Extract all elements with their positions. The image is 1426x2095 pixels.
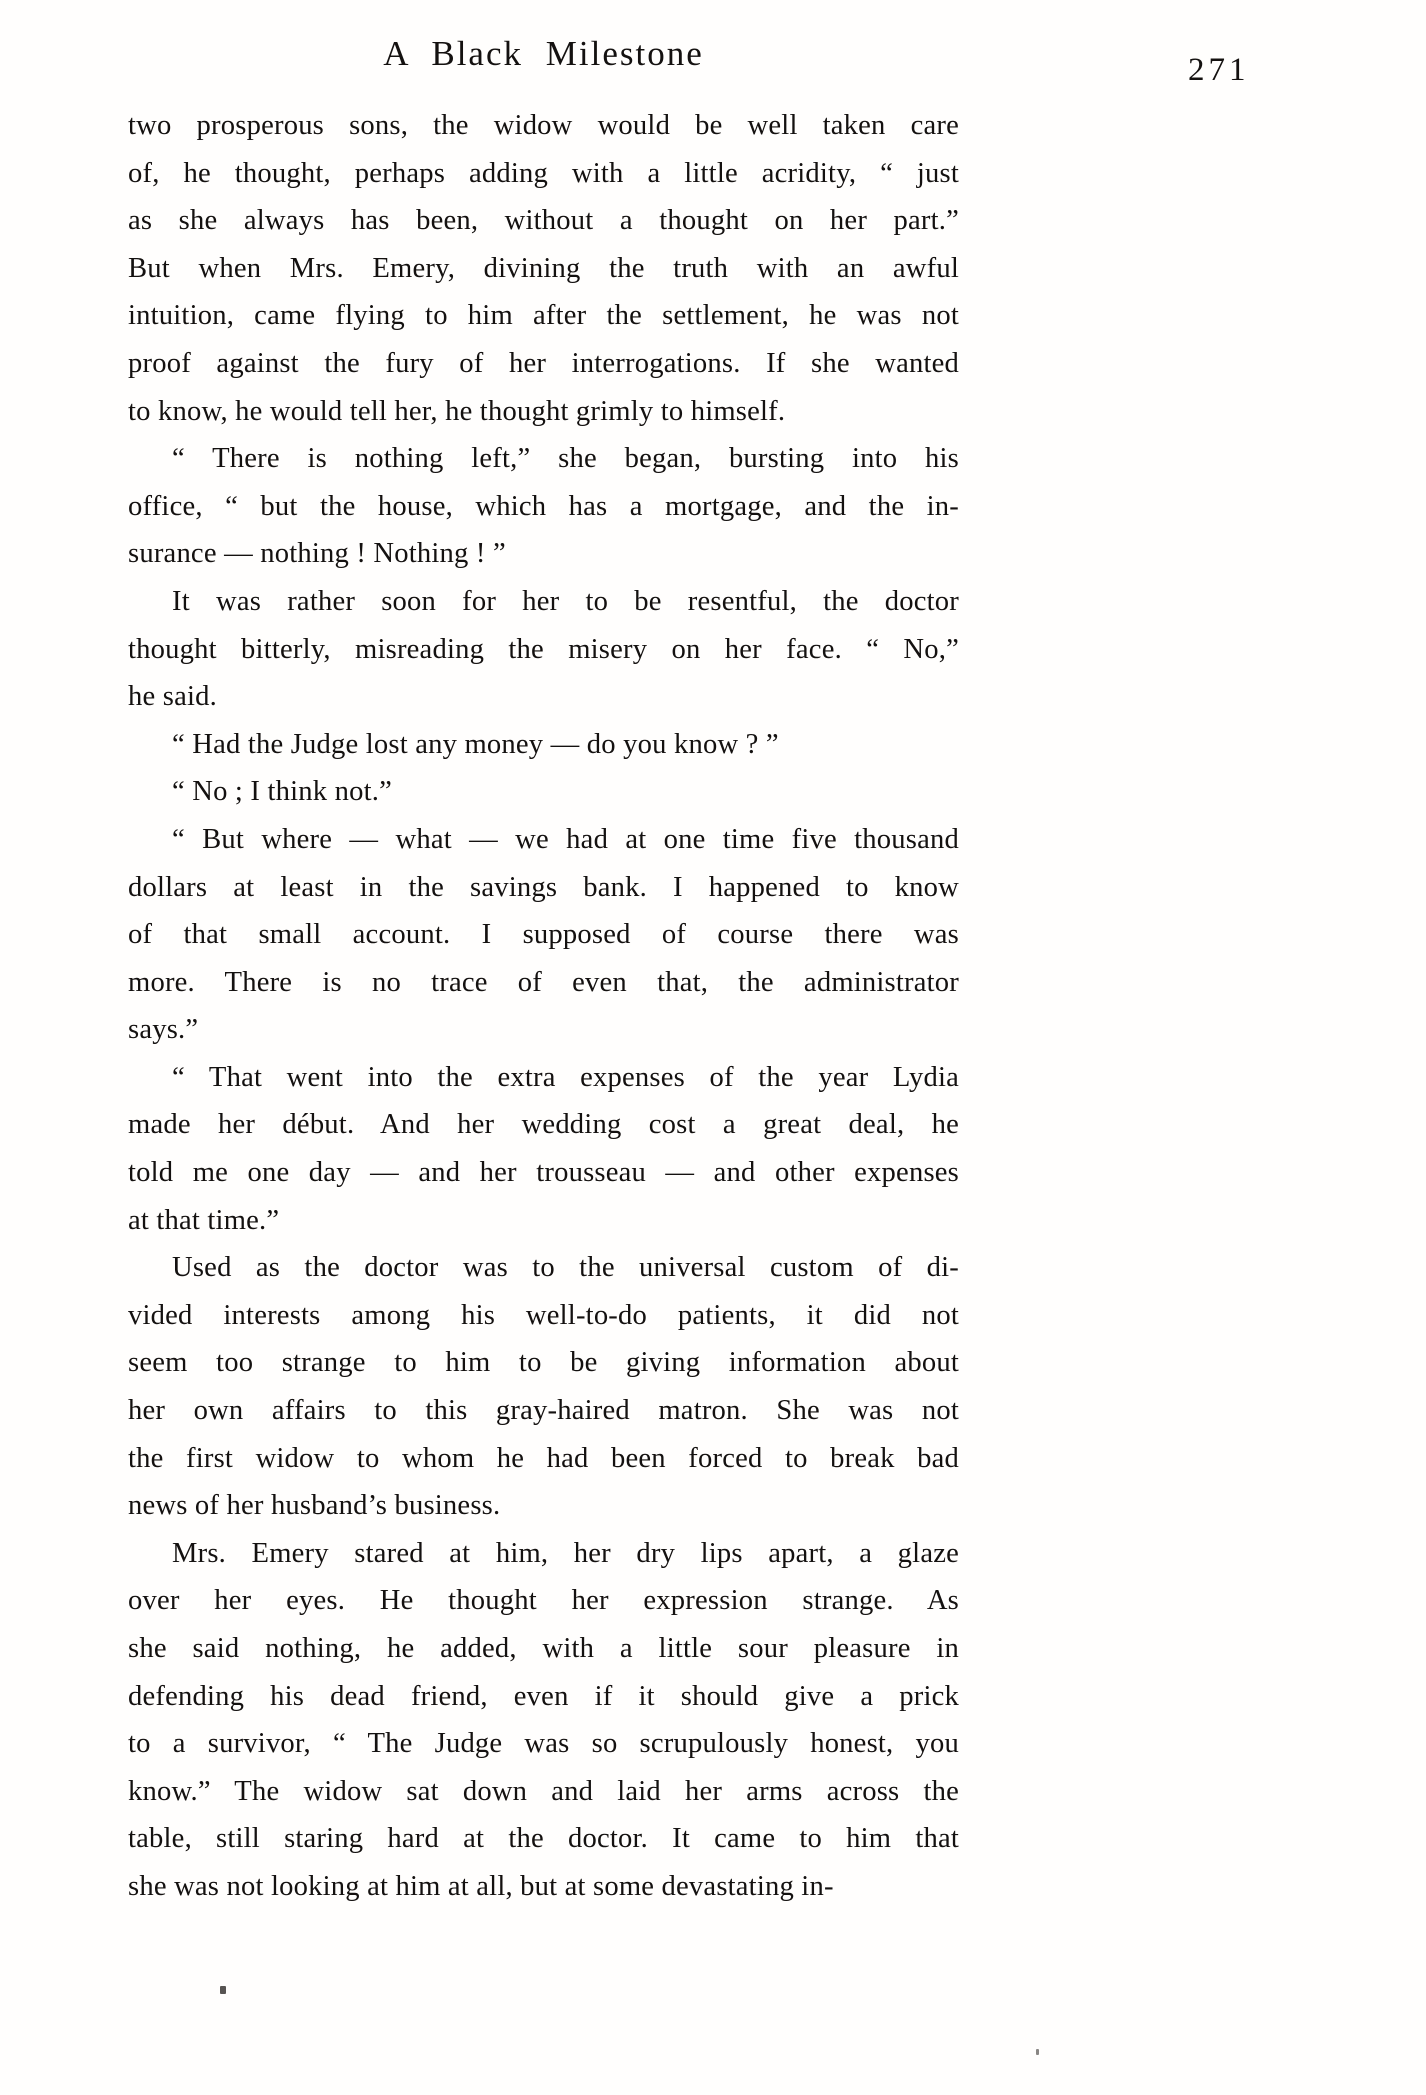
- text-line: “ There is nothing left,” she began, bursting into his: [172, 443, 959, 475]
- text-line: Used as the doctor was to the universal custom of di-: [172, 1252, 959, 1284]
- paragraph: [128, 816, 959, 1054]
- text-line: office, “ but the house, which has a mortgage, and the in-: [128, 490, 959, 522]
- text-line: he said.: [128, 681, 217, 713]
- text-line: of, he thought, perhaps adding with a little acridity, “ just: [128, 157, 959, 189]
- page-number: 271: [1188, 52, 1250, 88]
- text-line: But when Mrs. Emery, divining the truth with an awful: [128, 252, 959, 284]
- paragraph: [128, 435, 959, 578]
- paragraph: [128, 1244, 959, 1530]
- text-line: made her début. And her wedding cost a great deal, he: [128, 1109, 959, 1141]
- text-line: “ That went into the extra expenses of the year Lydia: [172, 1061, 959, 1093]
- paragraph: [128, 1054, 959, 1244]
- text-line: her own affairs to this gray-haired matron. She was not: [128, 1395, 959, 1427]
- text-line: table, still staring hard at the doctor. It came to him that: [128, 1823, 959, 1855]
- text-line: the first widow to whom he had been forced to break bad: [128, 1442, 959, 1474]
- text-line: surance — nothing ! Nothing ! ”: [128, 538, 506, 570]
- text-line: dollars at least in the savings bank. I happened to know: [128, 871, 959, 903]
- text-line: news of her husband’s business.: [128, 1490, 501, 1522]
- text-line: she was not looking at him at all, but at some devastating in-: [128, 1870, 834, 1902]
- text-line: intuition, came flying to him after the settlement, he was not: [128, 300, 959, 332]
- paragraph: [128, 721, 959, 769]
- text-line: It was rather soon for her to be resentful, the doctor: [172, 585, 959, 617]
- text-line: says.”: [128, 1014, 199, 1046]
- text-line: know.” The widow sat down and laid her arms across the: [128, 1775, 959, 1807]
- text-line: over her eyes. He thought her expression strange. As: [128, 1585, 959, 1617]
- scan-speck: [220, 1986, 226, 1994]
- text-line: of that small account. I supposed of course there was: [128, 919, 959, 951]
- text-line: defending his dead friend, even if it should give a prick: [128, 1680, 959, 1712]
- text-line: she said nothing, he added, with a little sour pleasure in: [128, 1633, 959, 1664]
- text-line: thought bitterly, misreading the misery on her face. “ No,”: [128, 633, 959, 665]
- paragraph: [128, 768, 959, 816]
- running-header-title: A Black Milestone: [383, 34, 704, 73]
- paragraph: [128, 1530, 959, 1911]
- text-line: to a survivor, “ The Judge was so scrupulously honest, you: [128, 1728, 959, 1760]
- text-line: told me one day — and her trousseau — and other expenses: [128, 1157, 959, 1189]
- text-line: to know, he would tell her, he thought grimly to himself.: [128, 395, 786, 427]
- text-line: “ Had the Judge lost any money — do you know ? ”: [172, 728, 779, 760]
- text-line: “ No ; I think not.”: [172, 776, 393, 808]
- body-text: [128, 102, 959, 1911]
- text-line: Mrs. Emery stared at him, her dry lips apart, a glaze: [172, 1537, 959, 1569]
- text-line: proof against the fury of her interrogations. If she wanted: [128, 347, 959, 379]
- text-line: “ But where — what — we had at one time five thousand: [172, 823, 959, 855]
- paragraph: [128, 578, 959, 721]
- text-line: two prosperous sons, the widow would be well taken care: [128, 110, 959, 141]
- text-line: seem too strange to him to be giving information about: [128, 1347, 959, 1379]
- text-line: as she always has been, without a thought on her part.”: [128, 205, 959, 237]
- text-line: at that time.”: [128, 1204, 280, 1236]
- scan-speck: [1036, 2049, 1039, 2055]
- text-line: vided interests among his well-to-do patients, it did not: [128, 1299, 959, 1331]
- text-line: more. There is no trace of even that, the administrator: [128, 966, 959, 998]
- paragraph: [128, 102, 959, 435]
